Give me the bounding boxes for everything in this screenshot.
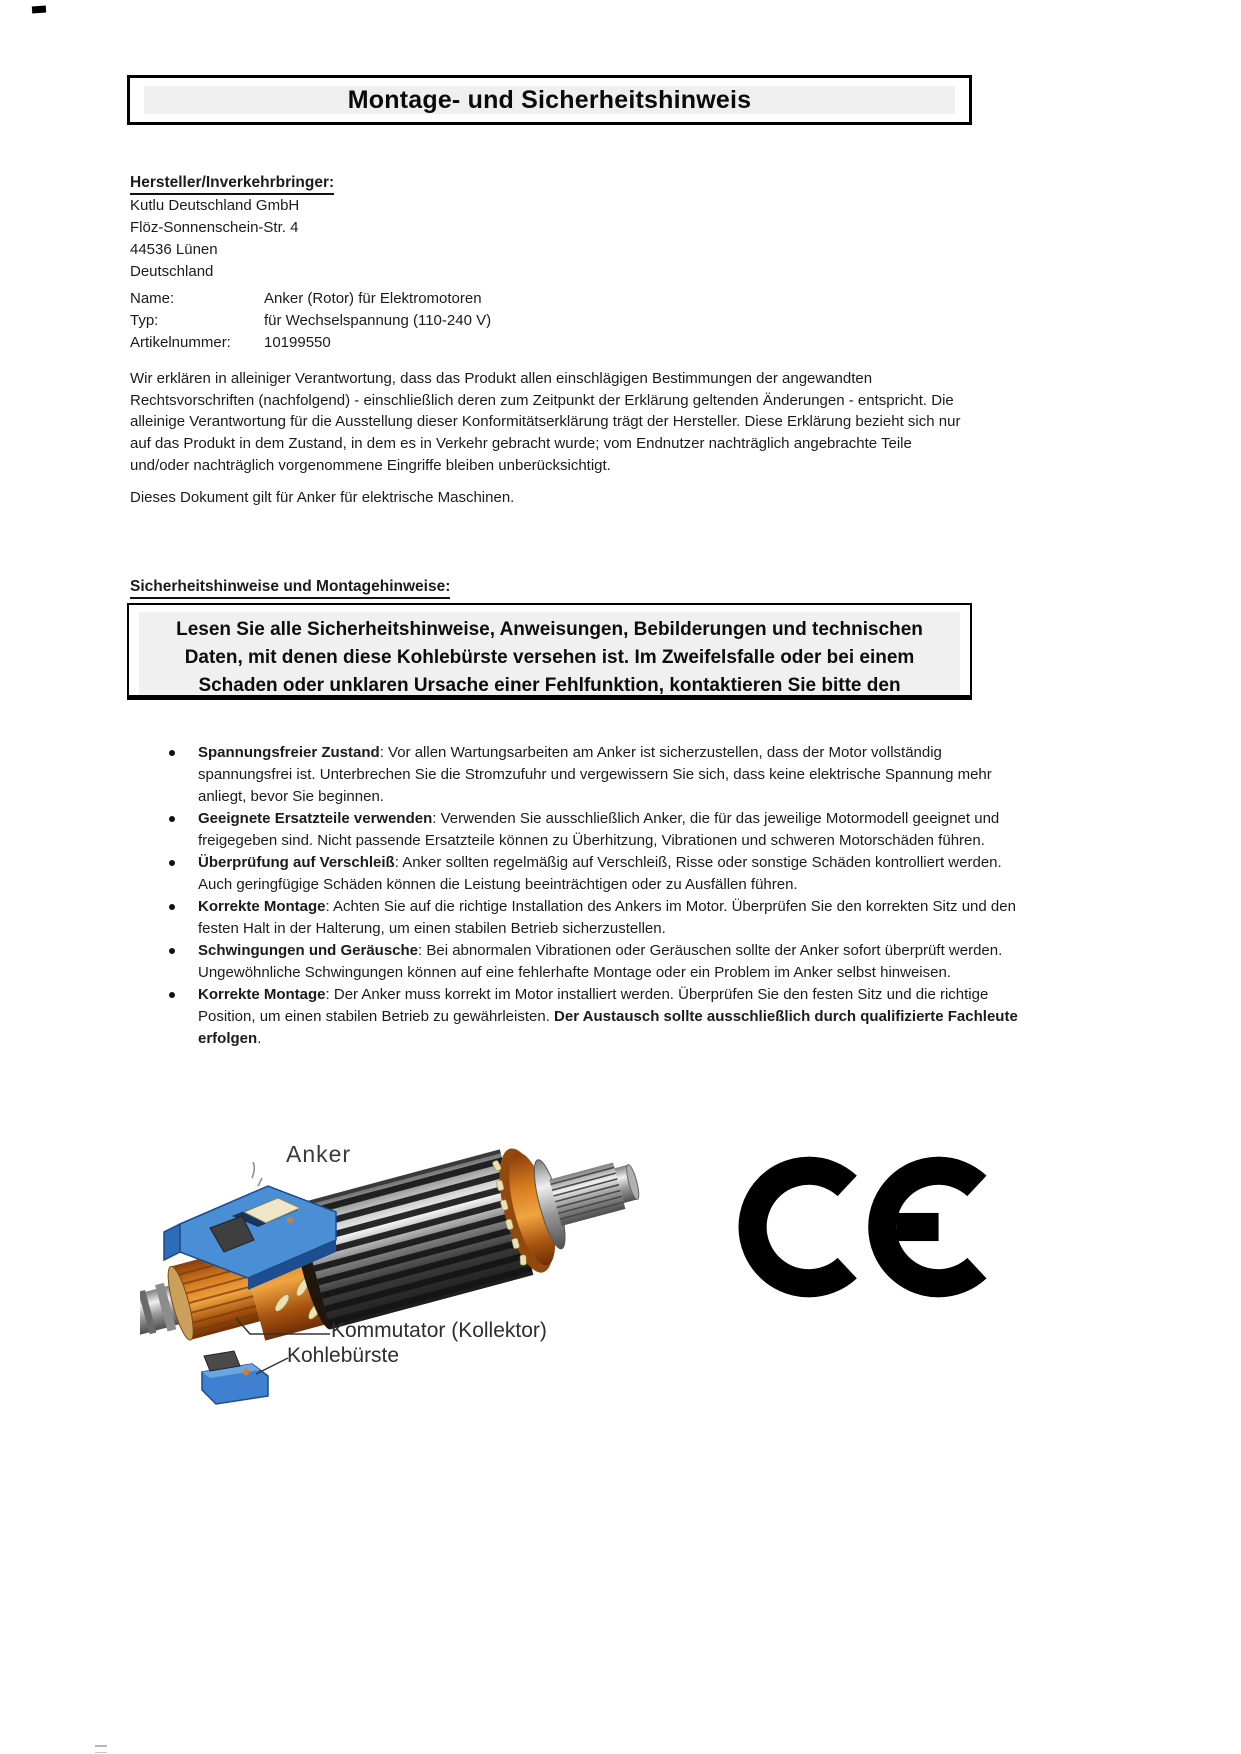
carbon-brush [202,1351,268,1404]
bullet-term: Korrekte Montage [198,986,326,1003]
ce-mark [737,1134,987,1320]
manufacturer-heading: Hersteller/Inverkehrbringer: [130,172,730,195]
bullet-term: Geeignete Ersatzteile verwenden [198,810,433,827]
safety-bullet [160,852,1020,896]
kohlebuerste-pointer-line [256,1358,288,1374]
bullet-term: Schwingungen und Geräusche [198,942,419,959]
bullet-text: : Bei abnormalen Vibrationen oder Geräuschen sollte der Anker sofort überprüft werden. Ungewöhnliche Schwingungen können auf eine fehlerhafte Montage oder ein Problem im Anker selbst hinweisen. [198,942,1003,981]
product-value: für Wechselspannung (110-240 V) [264,312,492,329]
safety-bullet [160,742,1020,808]
safety-heading: Sicherheitshinweise und Montagehinweise: [130,576,975,599]
ce-letter-e-bar [896,1213,938,1241]
declaration-paragraph: Wir erklären in alleiniger Verantwortung, dass das Produkt allen einschlägigen Bestimmungen der angewandten Rechtsvorschriften (nachfolgend) - einschließlich deren zum Zeitpunkt der Erklärung geltenden Änderungen - entspricht. Die alleinige Verantwortung für die Ausstellung dieser Konformitätserklärung trägt der Hersteller. Diese Erklärung bezieht sich nur auf das Produkt in dem Zustand, in dem es in Verkehr gebracht wurde; vom Endnutzer nachträglich angebrachte Teile und/oder nachträglich vorgenommene Eingriffe bleiben unberücksichtigt. [130,370,961,474]
safety-bullet [160,808,1020,852]
manufacturer-line: Deutschland [130,263,214,280]
page-footer-mark [95,1745,107,1753]
warning-box [127,603,972,700]
bullet-text: : Vor allen Wartungsarbeiten am Anker ist sicherzustellen, dass der Motor vollständig spannungsfrei ist. Unterbrechen Sie die Stromzufuhr und vergewissern Sie sich, dass keine elektrische Spannung mehr anliegt, bevor Sie beginnen. [198,744,992,805]
page-title: Montage- und Sicherheitshinweis [347,85,752,114]
bullet-text: : Achten Sie auf die richtige Installation des Ankers im Motor. Überprüfen Sie den korrekten Sitz und den festen Halt in der Halterung, um einen stabilen Betrieb sicherzustellen. [198,898,1016,937]
manufacturer-section [130,172,730,283]
manufacturer-lines [130,195,730,283]
product-row [130,288,830,310]
safety-bullet [160,940,1020,984]
product-table [130,288,830,354]
warning-box-inner [139,612,960,695]
scope-paragraph: Dieses Dokument gilt für Anker für elektrische Maschinen. [130,489,515,506]
product-label: Typ: [130,312,159,329]
manufacturer-line: Kutlu Deutschland GmbH [130,197,300,214]
kohlebuerste-label: Kohlebürste [287,1344,400,1367]
product-label: Name: [130,290,175,307]
bullet-text: : Anker sollten regelmäßig auf Verschleiß, Risse oder sonstige Schäden kontrolliert werden. Auch geringfügige Schäden können die Leistung beeinträchtigen oder zu Ausfällen führen. [198,854,1002,893]
manufacturer-line: 44536 Lünen [130,241,218,258]
bullet-bold-tail: Der Austausch sollte ausschließlich durch qualifizierte Fachleute erfolgen [198,1008,1018,1047]
bullet-term: Spannungsfreier Zustand [198,744,380,761]
product-row [130,332,830,354]
anker-label: Anker [286,1141,352,1167]
kommutator-label: Kommutator (Kollektor) [331,1319,547,1342]
bullet-term: Korrekte Montage [198,898,326,915]
manufacturer-line: Flöz-Sonnenschein-Str. 4 [130,219,299,236]
product-value: 10199550 [264,334,331,351]
bullet-text: : Verwenden Sie ausschließlich Anker, die für das jeweilige Motormodell geeignet und freigegeben sind. Nicht passende Ersatzteile können zu Überhitzung, Vibrationen und schweren Motorschäden führen. [198,810,1000,849]
bullet-text: : Der Anker muss korrekt im Motor installiert werden. Überprüfen Sie den festen Sitz und die richtige Position, um einen stabilen Betrieb zu gewährleisten. [198,986,989,1025]
product-label: Artikelnummer: [130,334,231,351]
product-row [130,310,830,332]
bullet-term: Überprüfung auf Verschleiß [198,854,395,871]
page-corner-mark [32,6,46,14]
bullet-tail: . [257,1030,262,1047]
ce-letter-c [753,1171,848,1284]
product-value: Anker (Rotor) für Elektromotoren [264,290,482,307]
safety-bullet [160,984,1020,1050]
safety-bullet [160,896,1020,940]
title-box [127,75,972,125]
warning-text: Lesen Sie alle Sicherheitshinweise, Anweisungen, Bebilderungen und technischen Daten, mit denen diese Kohlebürste versehen ist. Im Zweifelsfalle oder bei einem Schaden oder unklaren Ursache einer Fehlfunktion, kontaktieren Sie bitte den [176,619,923,695]
title-bar [144,86,955,114]
rotor-illustration [140,1128,640,1418]
safety-bullet-list [160,742,1020,1050]
